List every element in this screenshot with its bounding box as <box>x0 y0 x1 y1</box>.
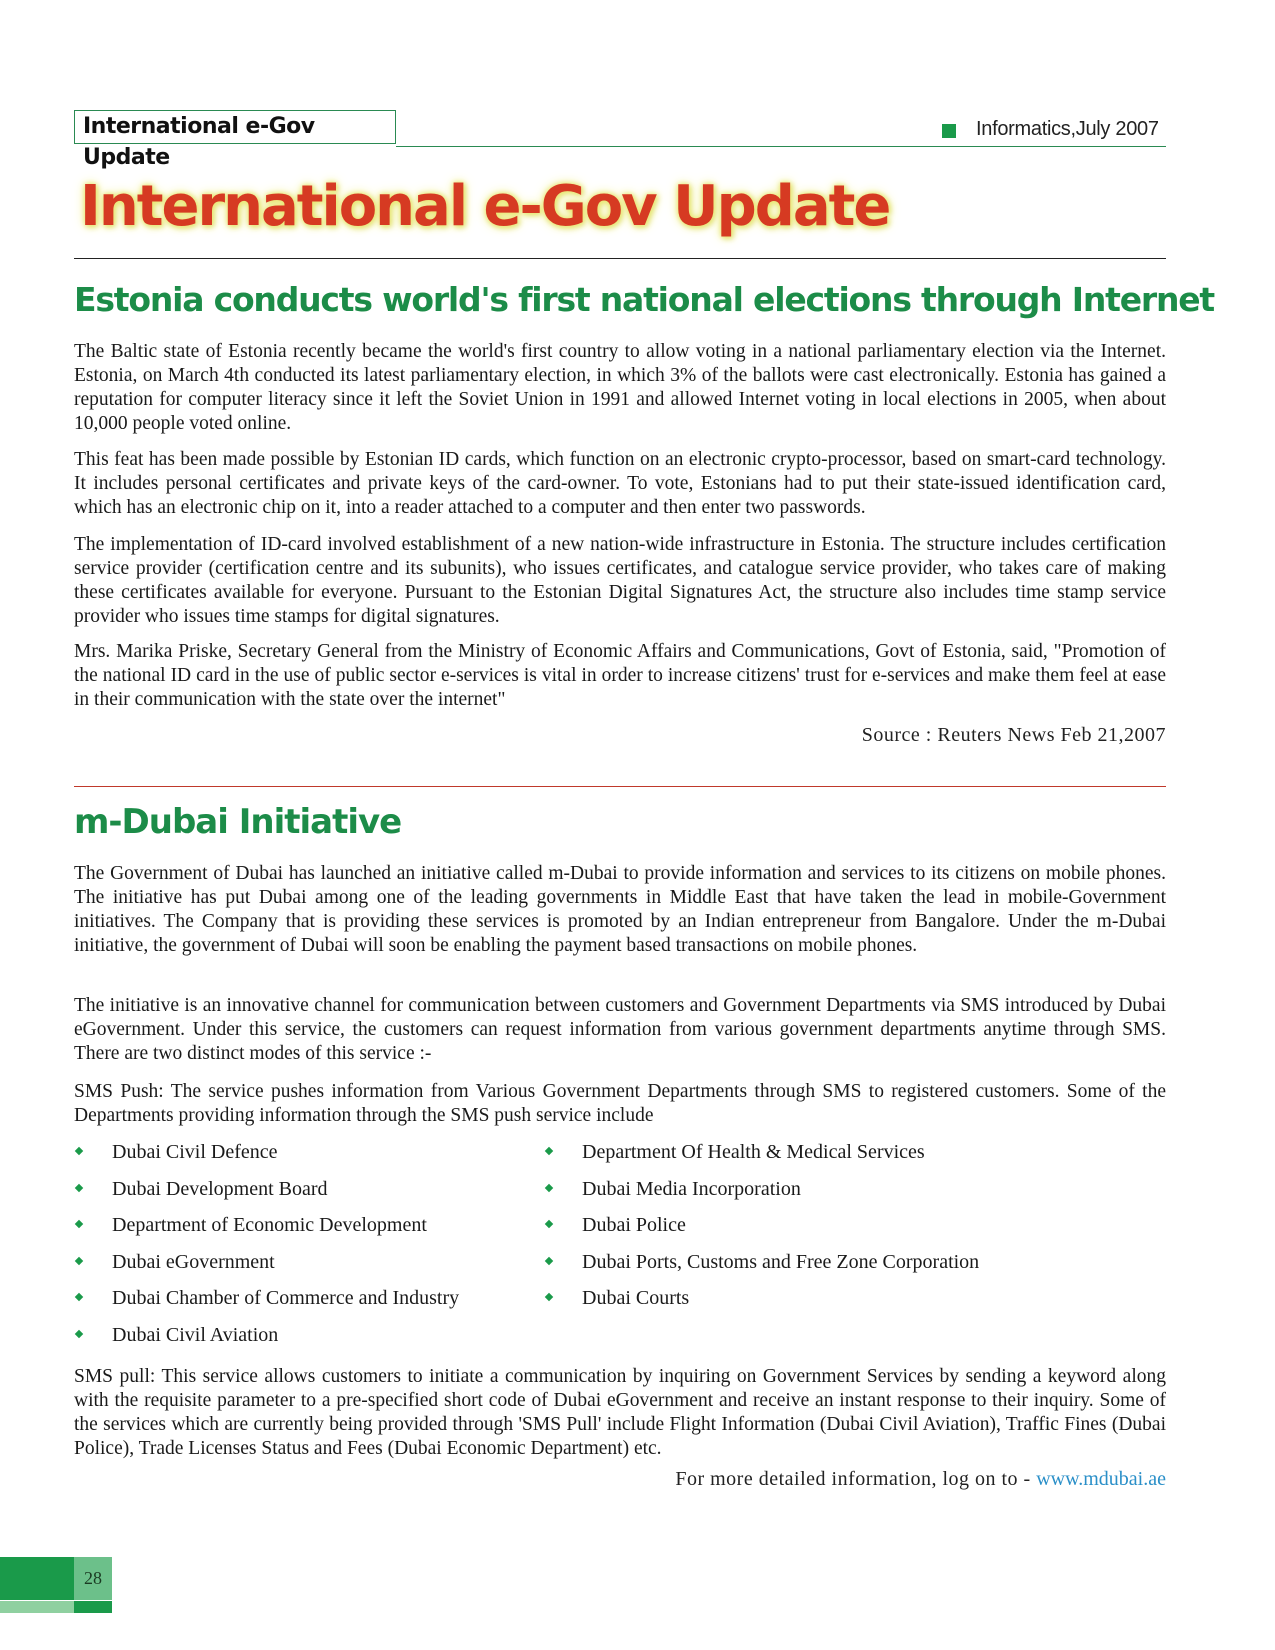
diamond-bullet-icon <box>545 1183 553 1191</box>
list-item-label: Dubai Civil Aviation <box>112 1323 279 1346</box>
article-paragraph: Mrs. Marika Priske, Secretary General from the Ministry of Economic Affairs and Communications, Govt of Estonia, said, "Promotion of the national ID card in the use of public sector e-services is vital in order to increase citizens' trust for e-services and make them feel at ease in their communication with the state over the internet" <box>74 641 1166 710</box>
article-heading-estonia: Estonia conducts world's first national elections through Internet <box>74 280 1215 319</box>
page-number: 28 <box>74 1557 112 1600</box>
issue-label: Informatics,July 2007 <box>976 118 1159 140</box>
list-item <box>544 1213 979 1250</box>
article-paragraph: The Baltic state of Estonia recently became the world's first country to allow voting in a national parliamentary election via the Internet. Estonia, on March 4th conducted its latest parliamentary election, in which 3% of the ballots were cast electronically. Estonia has gained a reputation for computer literacy since it left the Soviet Union in 1991 and allowed Internet voting in local elections in 2005, when about 10,000 people voted online. <box>74 341 1166 434</box>
page-title: International e-Gov Update <box>80 174 890 239</box>
list-item-label: Dubai Police <box>582 1214 686 1236</box>
list-item <box>544 1140 979 1177</box>
header-rule <box>396 146 1166 147</box>
list-item <box>74 1177 459 1214</box>
list-item <box>74 1213 459 1250</box>
diamond-bullet-icon <box>75 1220 83 1228</box>
diamond-bullet-icon <box>545 1147 553 1155</box>
diamond-bullet-icon <box>75 1293 83 1301</box>
masthead-rule <box>74 258 1166 259</box>
list-item-label: Dubai Chamber of Commerce and Industry <box>112 1287 460 1309</box>
article-paragraph: SMS pull: This service allows customers to initiate a communication by inquiring on Government Services by sending a keyword along with the requisite parameter to a pre-specified short code of Dubai eGovernment and receive an instant response to their inquiry. Some of the services which are currently being provided through 'SMS Pull' include Flight Information (Dubai Civil Aviation), Traffic Fines (Dubai Police), Trade Licenses Status and Fees (Dubai Economic Department) etc. <box>74 1366 1166 1459</box>
diamond-bullet-icon <box>75 1256 83 1264</box>
diamond-bullet-icon <box>75 1183 83 1191</box>
list-item <box>74 1250 459 1287</box>
department-list-left <box>74 1140 459 1359</box>
footer-block <box>74 1601 112 1613</box>
diamond-bullet-icon <box>545 1256 553 1264</box>
diamond-bullet-icon <box>75 1329 83 1337</box>
list-item <box>544 1286 979 1323</box>
article-paragraph: SMS Push: The service pushes information from Various Government Departments through SMS to registered customers. Some of the Departments providing information through the SMS push service include <box>74 1081 1166 1126</box>
source-credit: Source : Reuters News Feb 21,2007 <box>861 724 1166 746</box>
list-item <box>544 1250 979 1287</box>
list-item-label: Department of Economic Development <box>112 1214 427 1236</box>
article-paragraph: The Government of Dubai has launched an initiative called m-Dubai to provide information and services to its citizens on mobile phones. The initiative has put Dubai among one of the leading governments in Middle East that have taken the lead in mobile-Government initiatives. The Company that is providing these services is promoted by an Indian entrepreneur from Bangalore. Under the m-Dubai initiative, the government of Dubai will soon be enabling the payment based transactions on mobile phones. <box>74 863 1166 956</box>
article-heading-dubai: m-Dubai Initiative <box>74 802 402 842</box>
list-item <box>74 1286 459 1323</box>
list-item-label: Dubai Courts <box>582 1287 690 1309</box>
list-item-label: Dubai Media Incorporation <box>582 1177 801 1200</box>
section-tag: International e-Gov Update <box>74 110 396 144</box>
list-item-label: Department Of Health & Medical Services <box>582 1141 925 1163</box>
section-divider <box>74 786 1166 787</box>
footer-block <box>0 1557 74 1600</box>
article-paragraph: The implementation of ID-card involved establishment of a new nation-wide infrastructure in Estonia. The structure includes certification service provider (certification centre and its subunits), who issues certificates, and catalogue service provider, who takes care of making these certificates available for everyone. Pursuant to the Estonian Digital Signatures Act, the structure also includes time stamp service provider who issues time stamps for digital signatures. <box>74 534 1166 627</box>
more-info-text: For more detailed information, log on to - <box>675 1468 1037 1490</box>
more-info-line <box>675 1468 1166 1491</box>
list-item <box>544 1177 979 1214</box>
header-square-icon <box>942 124 956 138</box>
footer-block <box>0 1601 74 1613</box>
list-item-label: Dubai Development Board <box>112 1177 328 1200</box>
list-item-label: Dubai Ports, Customs and Free Zone Corporation <box>582 1250 980 1273</box>
department-list-right <box>544 1140 979 1323</box>
mdubai-link[interactable]: www.mdubai.ae <box>1036 1468 1166 1490</box>
article-paragraph: This feat has been made possible by Estonian ID cards, which function on an electronic crypto-processor, based on smart-card technology. It includes personal certificates and private keys of the card-owner. To vote, Estonians had to put their state-issued identification card, which has an electronic chip on it, into a reader attached to a computer and then enter two passwords. <box>74 449 1166 518</box>
list-item-label: Dubai eGovernment <box>112 1250 275 1273</box>
list-item-label: Dubai Civil Defence <box>112 1141 278 1163</box>
diamond-bullet-icon <box>545 1293 553 1301</box>
diamond-bullet-icon <box>75 1147 83 1155</box>
diamond-bullet-icon <box>545 1220 553 1228</box>
list-item <box>74 1140 459 1177</box>
list-item <box>74 1323 459 1360</box>
article-paragraph: The initiative is an innovative channel for communication between customers and Government Departments via SMS introduced by Dubai eGovernment. Under this service, the customers can request information from various government departments anytime through SMS. There are two distinct modes of this service :- <box>74 995 1166 1064</box>
